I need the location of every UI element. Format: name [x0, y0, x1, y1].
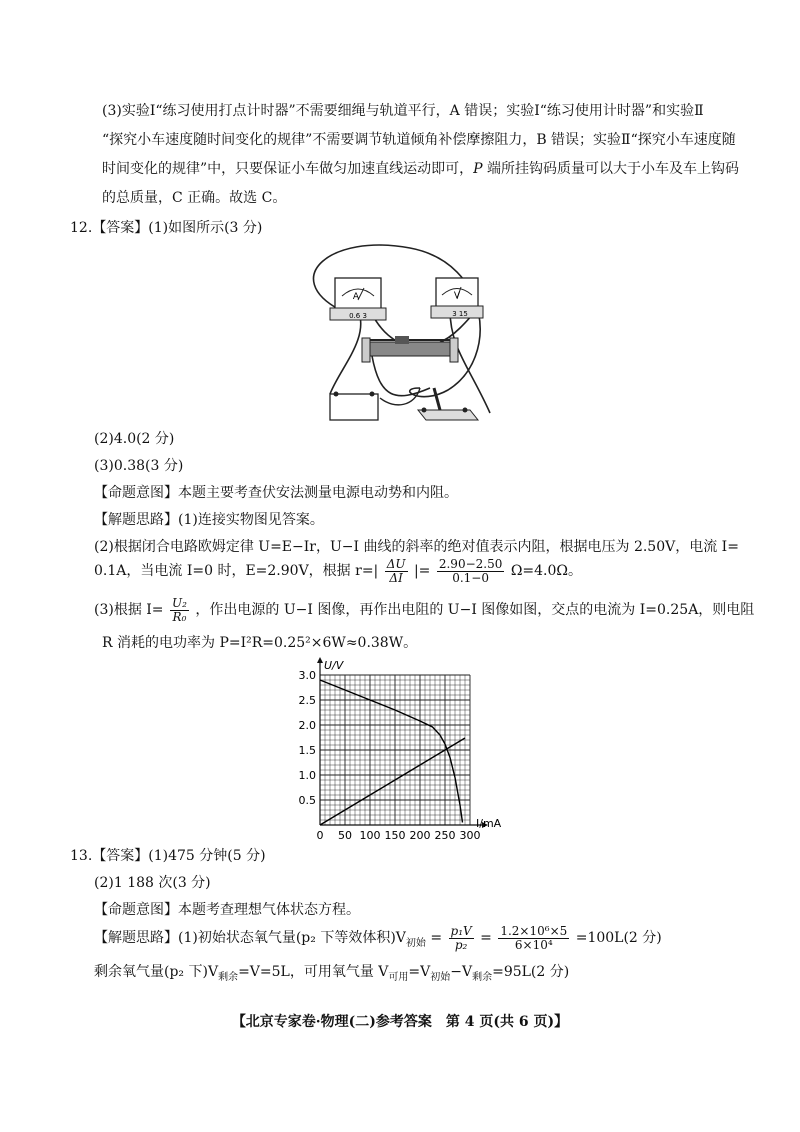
q11-line-3b: 端所挂钩码质量可以大于小车及车上钩码	[482, 161, 740, 177]
frac-r-calc	[437, 558, 505, 585]
sub-use: 可用	[388, 971, 409, 983]
q12-ans3: (3)0.38(3 分)	[94, 458, 184, 474]
q13-idea-d: =100L(2 分)	[575, 930, 662, 946]
q13-ans2: (2)1 188 次(3 分)	[94, 875, 211, 891]
chart-axes	[317, 657, 488, 828]
q13-line2-b: =V=5L，可用氧气量 V	[238, 964, 389, 980]
x-tick-label: 150	[384, 829, 406, 842]
x-tick-label: 250	[434, 829, 456, 842]
q13-idea-b: =	[430, 930, 443, 946]
y-tick-label: 3.0	[298, 669, 316, 682]
frac-r-den: 0.1−0	[452, 570, 489, 585]
rheostat	[362, 336, 458, 362]
q12-answer-head: 12.【答案】(1)如图所示(3 分)	[70, 220, 263, 236]
frac-p1v: p₁V	[450, 923, 472, 938]
q12-idea2-c: Ω=4.0Ω。	[510, 563, 583, 579]
source-ui-curve	[320, 680, 463, 823]
x-tick-label: 200	[409, 829, 431, 842]
q12-idea1: 【解题思路】(1)连接实物图见答案。	[94, 512, 324, 528]
sub-rem2: 剩余	[472, 971, 493, 983]
q13-line2-d: −V	[450, 964, 473, 980]
q13-line2-c: =V	[408, 964, 431, 980]
resistor-ui-line	[320, 738, 465, 825]
frac-volume-den: 6×10⁴	[514, 937, 553, 952]
q13-idea-a: 【解题思路】(1)初始状态氧气量(p₂ 下等效体积)V	[94, 930, 406, 946]
y-tick-label: 2.0	[298, 719, 316, 732]
frac-p2: p₂	[454, 937, 468, 952]
chart-series	[320, 680, 465, 825]
battery	[330, 392, 378, 421]
q12-idea2-a: 0.1A，当电流 I=0 时，E=2.90V，根据 r=|	[94, 563, 379, 579]
q13-line2-e: =95L(2 分)	[492, 964, 570, 980]
q12-idea3-line1	[94, 595, 754, 625]
x-tick-label: 50	[338, 829, 352, 842]
y-tick-label: 1.5	[298, 744, 316, 757]
ammeter	[330, 278, 386, 320]
y-axis-arrow	[317, 657, 323, 663]
frac-du: ΔU	[386, 556, 406, 571]
var-p: P	[473, 161, 483, 177]
q12-idea3-line2: R 消耗的电功率为 P=I²R=0.25²×6W≈0.38W。	[102, 635, 418, 651]
x-tick-label: 300	[459, 829, 481, 842]
q13-line2-a: 剩余氧气量(p₂ 下)V	[94, 964, 219, 980]
q13-idea-line1	[94, 921, 662, 961]
x-tick-label: 100	[359, 829, 381, 842]
sub-rem: 剩余	[218, 971, 239, 983]
circuit-diagram	[300, 238, 510, 428]
sub-init2: 初始	[430, 971, 451, 983]
ammeter-label: A	[352, 292, 360, 302]
wire-1	[314, 245, 481, 397]
q12-idea2-line2	[94, 556, 582, 586]
q12-idea3-a: (3)根据 I=	[94, 602, 164, 618]
voltmeter-label: V	[453, 291, 461, 301]
switch	[418, 388, 478, 420]
y-tick-label: 0.5	[298, 794, 316, 807]
wire-5	[372, 356, 430, 396]
q12-ans2: (2)4.0(2 分)	[94, 431, 175, 447]
x-tick-label: 0	[316, 829, 324, 842]
frac-r0: R₀	[172, 609, 187, 624]
q12-idea3-b: ，作出电源的 U−I 图像，再作出电阻的 U−I 图像如图，交点的电流为 I=0.25A，则电阻	[195, 602, 755, 618]
y-tick-label: 2.5	[298, 694, 316, 707]
frac-u2-r0	[170, 597, 189, 624]
sub-init: 初始	[405, 937, 426, 949]
q12-intent: 【命题意图】本题主要考查伏安法测量电源电动势和内阻。	[94, 485, 458, 501]
page-footer: 【北京专家卷·物理(二)参考答案 第 4 页(共 6 页)】	[231, 1014, 569, 1030]
frac-r-num: 2.90−2.50	[438, 556, 503, 571]
q12-idea2-line1: (2)根据闭合电路欧姆定律 U=E−Ir，U−I 曲线的斜率的绝对值表示内阻，根据电压为 2.50V，电流 I=	[94, 539, 739, 555]
frac-volume	[498, 925, 569, 952]
frac-volume-num: 1.2×10⁶×5	[500, 923, 568, 938]
x-axis-label: I/mA	[476, 817, 502, 830]
y-tick-label: 1.0	[298, 769, 316, 782]
q13-line2	[94, 962, 569, 988]
frac-p1v-p2	[449, 925, 474, 952]
q13-intent: 【命题意图】本题考查理想气体状态方程。	[94, 902, 360, 918]
y-axis-label: U/V	[324, 659, 344, 672]
q13-idea-c: =	[480, 930, 492, 946]
q13-answer-head: 13.【答案】(1)475 分钟(5 分)	[70, 848, 266, 864]
frac-du-di	[385, 558, 408, 585]
q11-line-4: 的总质量，C 正确。故选 C。	[102, 190, 287, 206]
q11-line-1: (3)实验Ⅰ“练习使用打点计时器”不需要细绳与轨道平行，A 错误；实验Ⅰ“练习使用计时器”和实验Ⅱ	[102, 103, 704, 119]
voltmeter	[431, 278, 483, 318]
q11-line-3a: 时间变化的规律”中，只要保证小车做匀加速直线运动即可，	[102, 161, 474, 177]
ammeter-scale: 0.6 3	[349, 312, 367, 320]
wire-2	[330, 310, 361, 394]
q11-line-2: “探究小车速度随时间变化的规律”不需要调节轨道倾角补偿摩擦阻力，B 错误；实验Ⅱ“探究小车速度随	[102, 132, 736, 148]
frac-u2: U₂	[172, 595, 187, 610]
voltmeter-scale: 3 15	[452, 310, 468, 318]
q11-line-3	[102, 159, 739, 179]
q12-idea2-b: |=	[413, 563, 431, 579]
ui-chart	[290, 655, 520, 850]
frac-di: ΔI	[389, 570, 403, 585]
